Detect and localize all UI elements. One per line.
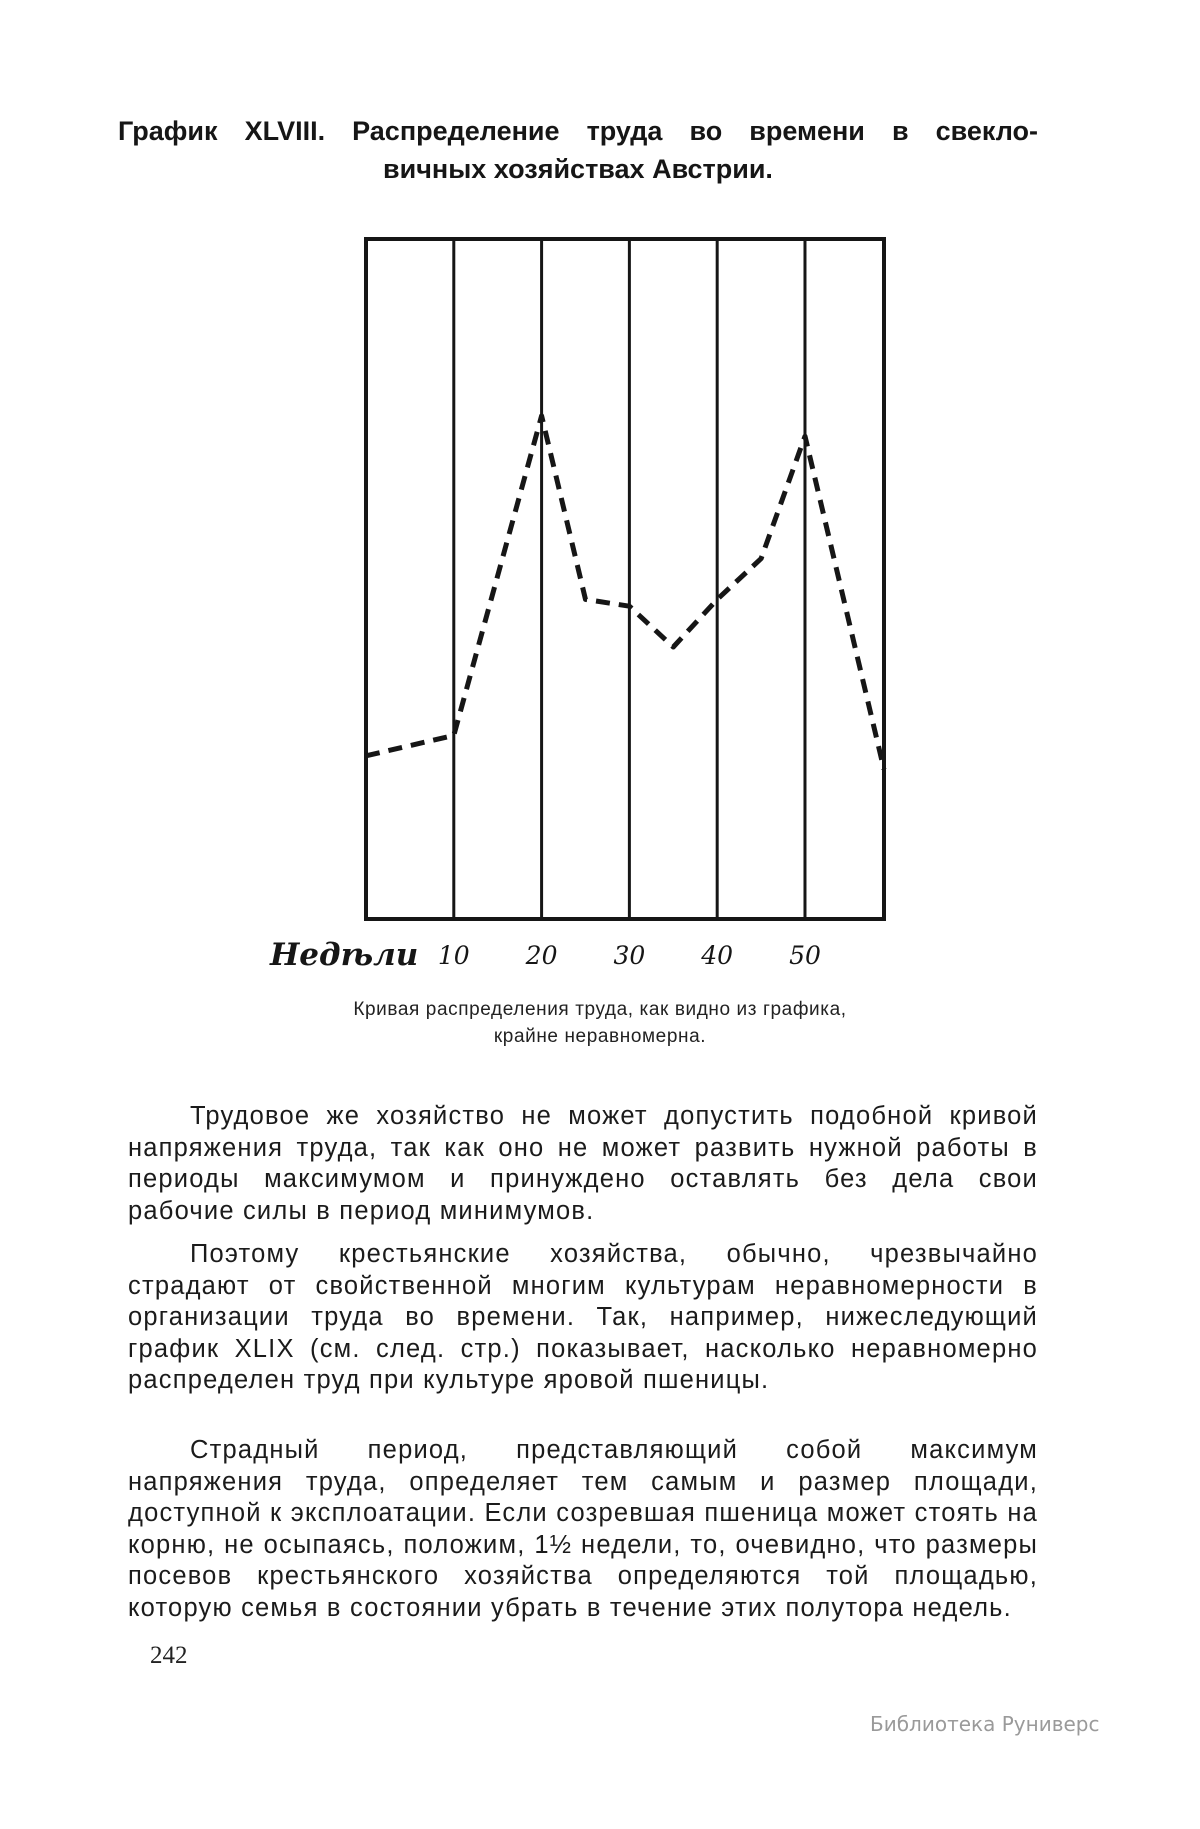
x-tick-label-20: 20 bbox=[525, 941, 558, 970]
page-number: 242 bbox=[150, 1642, 188, 1669]
x-tick-label-10: 10 bbox=[437, 941, 470, 970]
figure-caption-line-2: крайне неравномерна. bbox=[493, 1026, 707, 1047]
figure-caption-line-1: Кривая распределения труда, как видно из графика, bbox=[353, 999, 847, 1020]
x-tick-label-40: 40 bbox=[701, 941, 734, 970]
paragraph-3: Страдный период, представляющий собой максимум напряжения труда, определяет тем самым и размер площади, доступной к эксплоатации. Если созревшая пшеница может стоять на корню, не осыпаясь, положим, 1½ недели, то, очевидно, что размеры посевов крестьянского хозяйства определяются той площадью, которую семья в состоянии убрать в течение этих полутора недель. bbox=[128, 1436, 1038, 1622]
figure-title-line-2: вичных хозяйствах Австрии. bbox=[383, 154, 773, 184]
x-tick-label-30: 30 bbox=[613, 941, 646, 970]
chart-gridlines bbox=[454, 239, 805, 919]
paragraph-1: Трудовое же хозяйство не может допустить подобной кривой напряжения труда, так как оно не может развить нужной работы в периоды максимумом и принуждено оставлять без дела свои рабочие силы в период минимумов. bbox=[128, 1102, 1038, 1225]
figure-title-line-1: График XLVIII. Распределение труда во времени в свекло- bbox=[118, 116, 1038, 146]
x-tick-label-50: 50 bbox=[789, 941, 821, 970]
x-tick-labels bbox=[438, 941, 821, 970]
watermark: Библиотека Руниверс bbox=[870, 1712, 1100, 1736]
x-axis-label: Недѣли bbox=[270, 937, 419, 973]
figure-caption bbox=[200, 996, 1000, 1050]
paragraph-2: Поэтому крестьянские хозяйства, обычно, чрезвычайно страдают от свойственной многим культурам неравномерности в организации труда во времени. Так, например, нижеследующий график XLIX (см. след. стр.) показывает, насколько неравномерно распределен труд при культуре яровой пшеницы. bbox=[128, 1240, 1038, 1394]
